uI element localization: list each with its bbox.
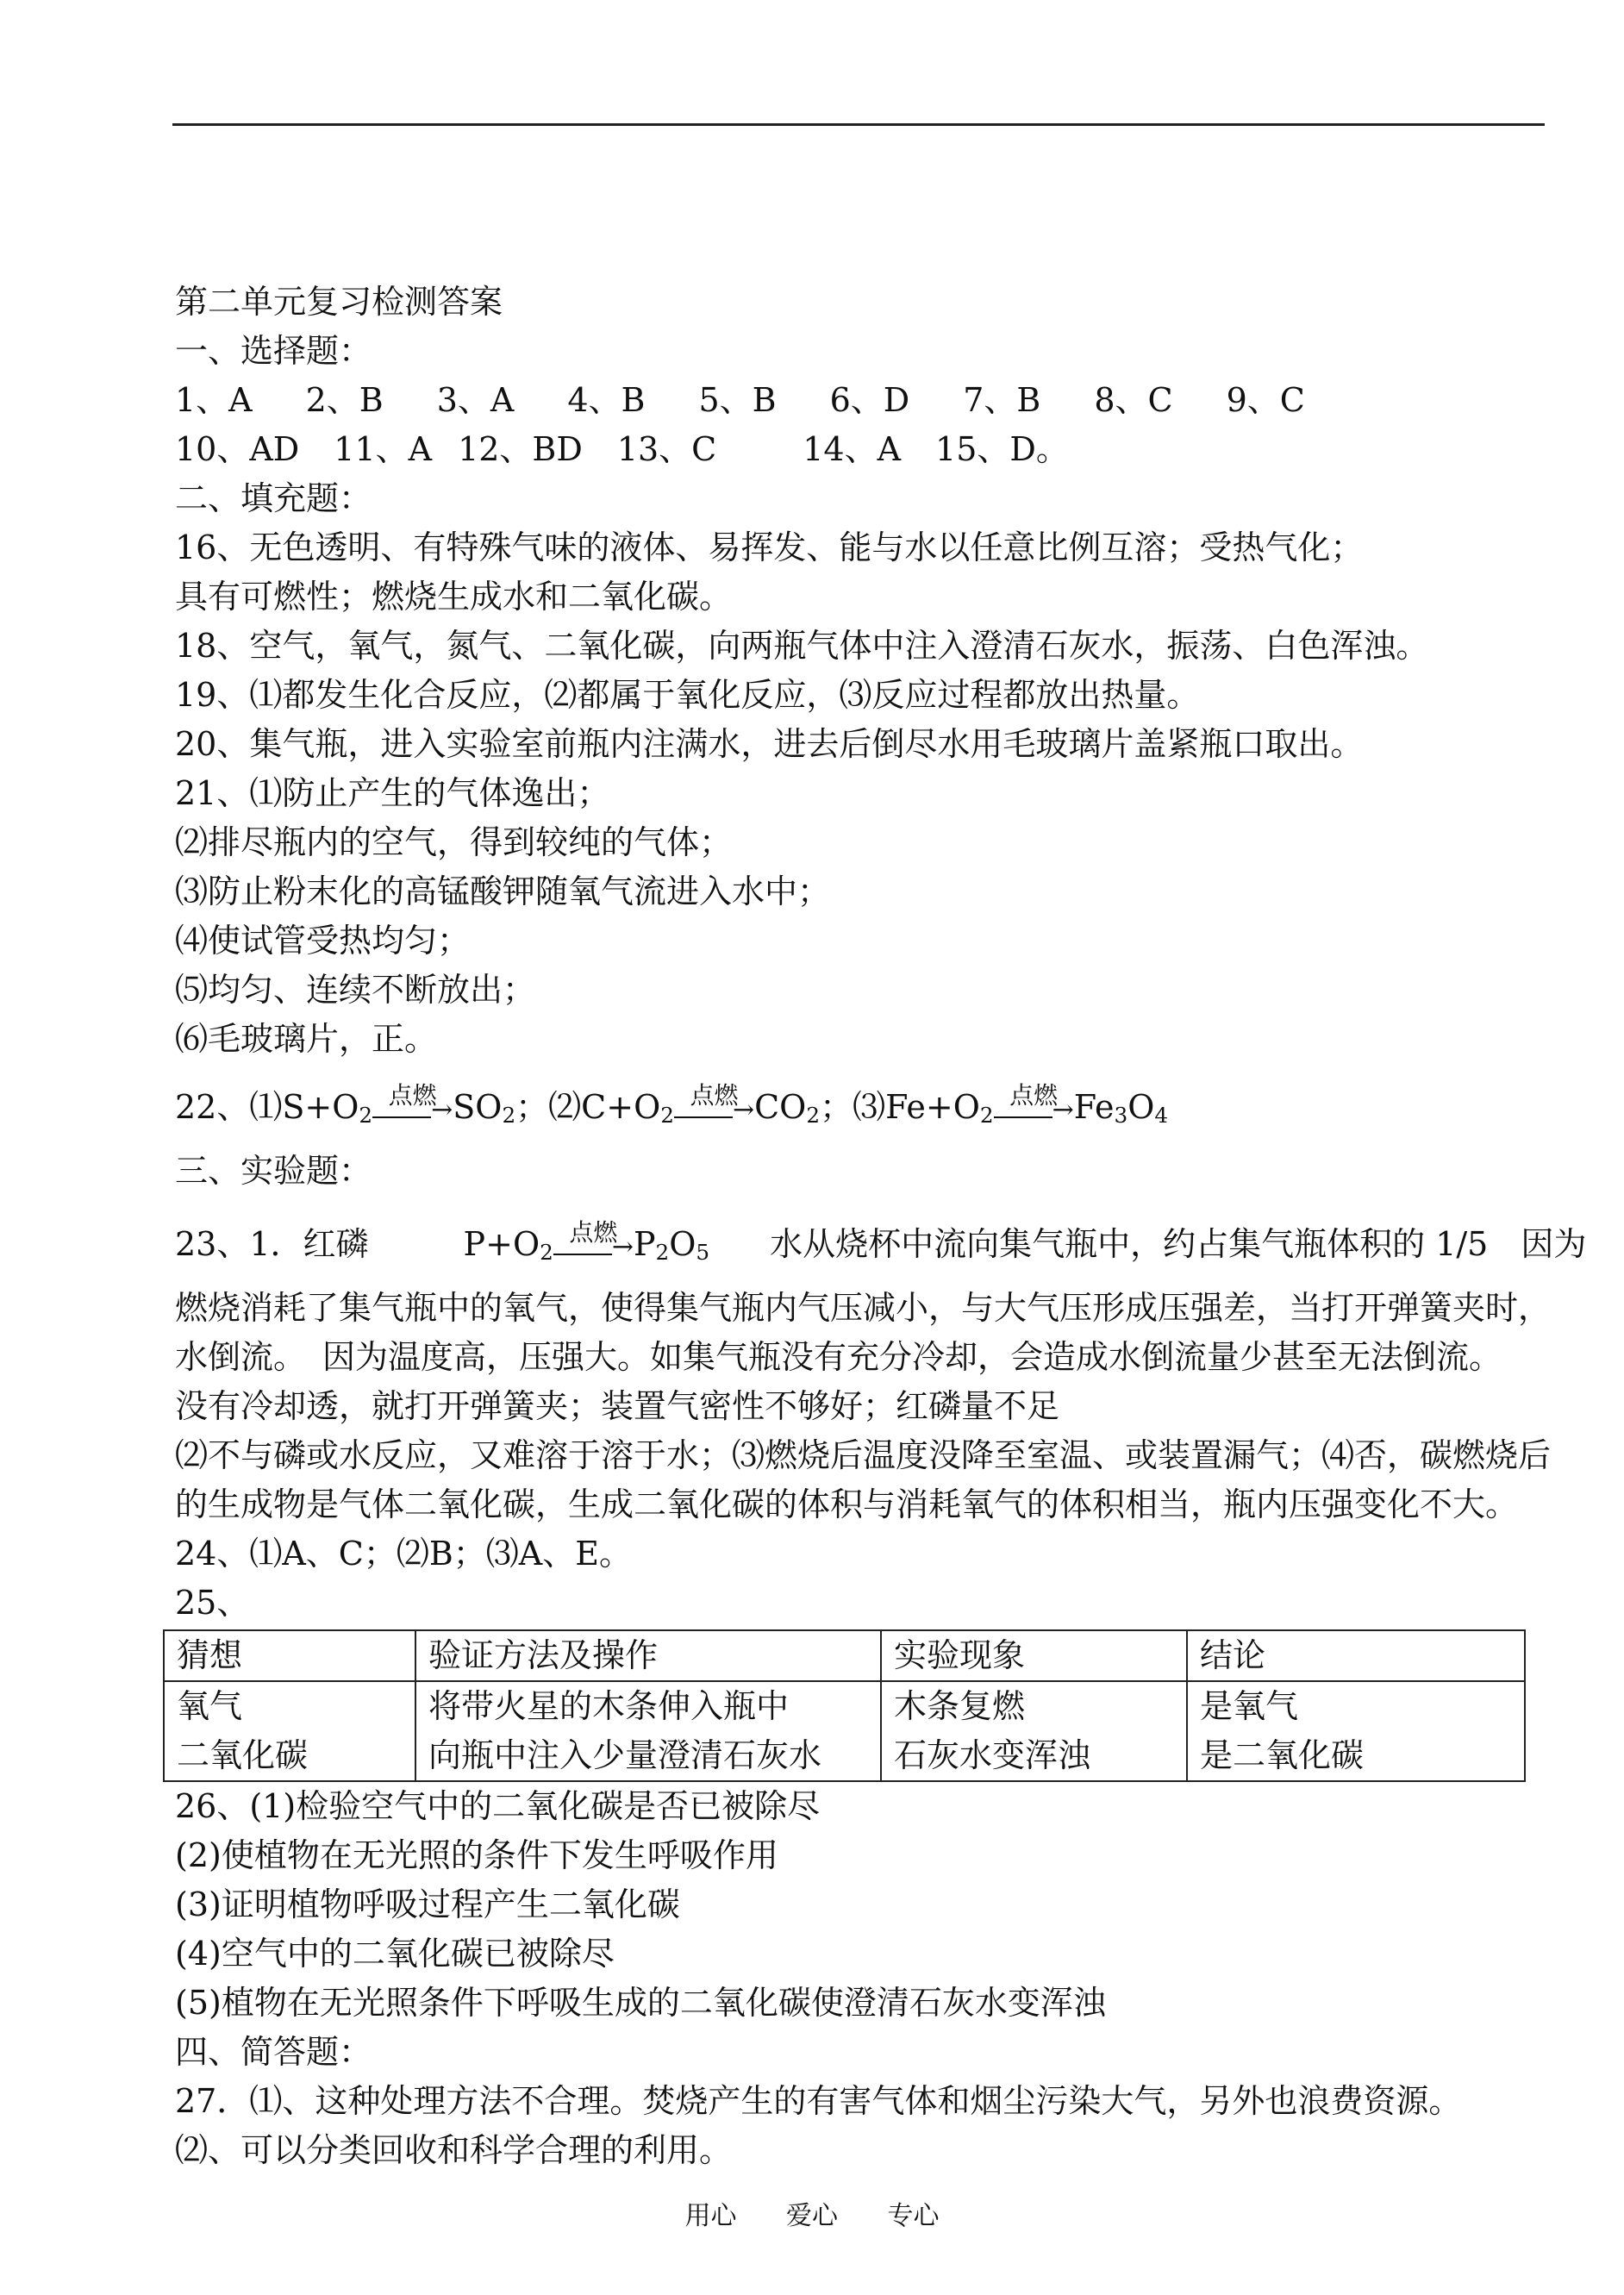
answer-19: 19、⑴都发生化合反应，⑵都属于氧化反应，⑶反应过程都放出热量。 bbox=[175, 676, 1200, 714]
answer-21-5: ⑸均匀、连续不断放出； bbox=[175, 971, 536, 1009]
reaction-arrow: 点燃 → bbox=[674, 1083, 754, 1135]
table-row bbox=[164, 1681, 1525, 1781]
reaction-arrow: 点燃 → bbox=[372, 1083, 453, 1135]
reaction-1-product: SO bbox=[453, 1088, 503, 1126]
answer-20: 20、集气瓶，进入实验室前瓶内注满水，进去后倒尽水用毛玻璃片盖紧瓶口取出。 bbox=[175, 725, 1364, 763]
subscript: 3 bbox=[1114, 1102, 1128, 1128]
subscript: 2 bbox=[502, 1102, 516, 1128]
page-footer bbox=[0, 2194, 1624, 2232]
answer-21-4: ⑷使试管受热均匀； bbox=[175, 922, 471, 960]
subscript: 4 bbox=[1154, 1102, 1169, 1128]
choice-answer: 11、A bbox=[334, 430, 433, 468]
choice-answer: 1、A bbox=[175, 381, 253, 419]
table-cell bbox=[881, 1681, 1187, 1781]
answer-23-product-part: O bbox=[669, 1225, 696, 1263]
answer-27-1: 27．⑴、这种处理方法不合理。焚烧产生的有害气体和烟尘污染大气，另外也浪费资源。 bbox=[175, 2082, 1462, 2120]
reaction-condition: 点燃 bbox=[569, 1218, 618, 1247]
cell-text: 向瓶中注入少量澄清石灰水 bbox=[428, 1736, 822, 1774]
answer-27-2: ⑵、可以分类回收和科学合理的利用。 bbox=[175, 2131, 733, 2169]
answer-21-6: ⑹毛玻璃片，正。 bbox=[175, 1020, 438, 1058]
cell-text: 氧气 bbox=[177, 1687, 243, 1725]
choice-answer: 10、AD bbox=[175, 430, 300, 468]
footer-word: 用心 bbox=[684, 2201, 737, 2231]
answer-16-line1: 16、无色透明、有特殊气味的液体、易挥发、能与水以任意比例互溶；受热气化； bbox=[175, 528, 1364, 566]
section-heading-experiment: 三、实验题： bbox=[175, 1152, 372, 1190]
separator: ； bbox=[515, 1088, 549, 1126]
answer-23-prefix: 23、1．红磷 bbox=[175, 1225, 369, 1263]
reaction-3-product: Fe bbox=[1073, 1088, 1115, 1126]
cell-text: 是氧气 bbox=[1200, 1687, 1299, 1725]
subscript: 2 bbox=[655, 1239, 670, 1265]
subscript: 2 bbox=[660, 1102, 674, 1128]
subscript: 2 bbox=[359, 1102, 373, 1128]
answer-26-3: (3)证明植物呼吸过程产生二氧化碳 bbox=[175, 1885, 680, 1923]
answer-21-3: ⑶防止粉末化的高锰酸钾随氧气流进入水中； bbox=[175, 872, 831, 910]
subscript: 2 bbox=[540, 1239, 553, 1265]
answer-21-1: 21、⑴防止产生的气体逸出； bbox=[175, 774, 610, 812]
choice-answers-row bbox=[175, 425, 1546, 474]
choice-answer: 4、B bbox=[567, 381, 646, 419]
reaction-2-reactants: ⑵C+O bbox=[548, 1088, 661, 1126]
section-heading-short: 四、简答题： bbox=[175, 2033, 372, 2071]
choice-answer: 15、D。 bbox=[935, 430, 1069, 468]
table-cell bbox=[1187, 1681, 1525, 1781]
answer-26-4: (4)空气中的二氧化碳已被除尽 bbox=[175, 1935, 615, 1973]
answer-23-line6: 的生成物是气体二氧化碳，生成二氧化碳的体积与消耗氧气的体积相当，瓶内压强变化不大。 bbox=[175, 1485, 1519, 1523]
table-cell bbox=[415, 1681, 881, 1781]
choice-answer: 7、B bbox=[963, 381, 1041, 419]
answer-25-table bbox=[163, 1629, 1526, 1782]
answer-23-line3: 水倒流。 因为温度高，压强大。如集气瓶没有充分冷却，会造成水倒流量少甚至无法倒流。 bbox=[175, 1338, 1502, 1376]
document-body bbox=[175, 278, 1587, 2175]
section-heading-fill: 二、填充题： bbox=[175, 479, 372, 517]
choice-answer: 3、A bbox=[436, 381, 515, 419]
cell-text: 石灰水变浑浊 bbox=[894, 1736, 1091, 1774]
reaction-1-reactants: ⑴S+O bbox=[249, 1088, 359, 1126]
reaction-arrow: 点燃 → bbox=[553, 1220, 634, 1272]
choice-answer: 6、D bbox=[829, 381, 910, 419]
answer-24: 24、⑴A、C；⑵B；⑶A、E。 bbox=[175, 1535, 632, 1573]
table-cell bbox=[164, 1681, 415, 1781]
answer-25-label: 25、 bbox=[175, 1584, 250, 1622]
answer-23-line5: ⑵不与磷或水反应，又难溶于溶于水；⑶燃烧后温度没降至室温、或装置漏气；⑷否，碳燃烧后 bbox=[175, 1436, 1552, 1474]
section-heading-choice: 一、选择题： bbox=[175, 332, 372, 370]
cell-text: 将带火星的木条伸入瓶中 bbox=[428, 1687, 790, 1725]
reaction-condition: 点燃 bbox=[690, 1081, 739, 1110]
choice-answer: 8、C bbox=[1094, 381, 1173, 419]
subscript: 2 bbox=[979, 1102, 994, 1128]
footer-word: 专心 bbox=[887, 2201, 940, 2231]
answer-26-5: (5)植物在无光照条件下呼吸生成的二氧化碳使澄清石灰水变浑浊 bbox=[175, 1984, 1106, 2022]
answer-26-2: (2)使植物在无光照的条件下发生呼吸作用 bbox=[175, 1836, 778, 1874]
answer-23-reactants: P+O bbox=[463, 1225, 540, 1263]
table-header-cell: 实验现象 bbox=[881, 1630, 1187, 1681]
answer-23-line2: 燃烧消耗了集气瓶中的氧气，使得集气瓶内气压减小，与大气压形成压强差，当打开弹簧夹时， bbox=[175, 1289, 1552, 1327]
choice-answers-row bbox=[175, 376, 1546, 425]
answer-22-equations bbox=[175, 1083, 1546, 1135]
table-header-row bbox=[164, 1630, 1525, 1681]
table-header-cell: 验证方法及操作 bbox=[415, 1630, 881, 1681]
document-title: 第二单元复习检测答案 bbox=[175, 283, 503, 321]
cell-text: 木条复燃 bbox=[894, 1687, 1026, 1725]
subscript: 2 bbox=[806, 1102, 821, 1128]
reaction-3-product-part: O bbox=[1127, 1088, 1155, 1126]
answer-18: 18、空气，氧气，氮气、二氧化碳，向两瓶气体中注入澄清石灰水，振荡、白色浑浊。 bbox=[175, 627, 1429, 665]
reaction-condition: 点燃 bbox=[1009, 1081, 1059, 1110]
choice-answer: 2、B bbox=[305, 381, 384, 419]
choice-answer: 14、A bbox=[803, 430, 902, 468]
cell-text: 二氧化碳 bbox=[177, 1736, 309, 1774]
answer-16-line2: 具有可燃性；燃烧生成水和二氧化碳。 bbox=[175, 578, 733, 616]
answer-23-line4: 没有冷却透，就打开弹簧夹；装置气密性不够好；红磷量不足 bbox=[175, 1387, 1060, 1425]
reaction-3-reactants: ⑶Fe+O bbox=[853, 1088, 980, 1126]
answer-26-1: 26、(1)检验空气中的二氧化碳是否已被除尽 bbox=[175, 1787, 821, 1825]
cell-text: 是二氧化碳 bbox=[1200, 1736, 1365, 1774]
answer-23-line1 bbox=[175, 1218, 1587, 1272]
table-header-cell: 猜想 bbox=[164, 1630, 415, 1681]
choice-answer: 9、C bbox=[1226, 381, 1305, 419]
footer-word: 爱心 bbox=[786, 2201, 838, 2231]
answer-23-tail: 水从烧杯中流向集气瓶中，约占集气瓶体积的 1/5 因为 bbox=[770, 1225, 1587, 1263]
choice-answer: 5、B bbox=[698, 381, 777, 419]
separator: ； bbox=[820, 1088, 853, 1126]
reaction-condition: 点燃 bbox=[388, 1081, 437, 1110]
reaction-arrow: 点燃 → bbox=[994, 1083, 1074, 1135]
answer-23-product: P bbox=[633, 1225, 656, 1263]
choice-answer: 13、C bbox=[616, 430, 717, 468]
reaction-2-product: CO bbox=[754, 1088, 807, 1126]
subscript: 5 bbox=[696, 1239, 710, 1265]
table-header-cell: 结论 bbox=[1187, 1630, 1525, 1681]
choice-answer: 12、BD bbox=[458, 430, 583, 468]
header-rule bbox=[172, 123, 1545, 126]
answer-22-prefix: 22、 bbox=[175, 1088, 250, 1126]
answer-21-2: ⑵排尽瓶内的空气，得到较纯的气体； bbox=[175, 823, 733, 861]
